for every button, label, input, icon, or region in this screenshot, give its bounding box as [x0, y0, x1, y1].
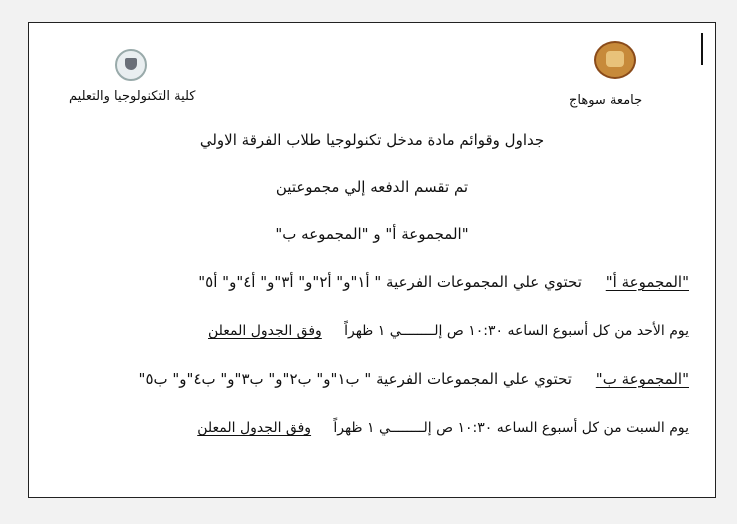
group-a-subgroups: تحتوي علي المجموعات الفرعية " أ١"و" أ٢"و" أ٣"و" أ٤"و" أ٥"	[198, 273, 582, 291]
college-logo	[115, 49, 147, 81]
document-page	[28, 22, 716, 498]
group-b-schedule-row	[197, 420, 689, 436]
university-name: جامعة سوهاج	[569, 93, 643, 108]
group-b-name: "المجموعة ب"	[595, 370, 689, 388]
group-a-schedule: يوم الأحد من كل أسبوع الساعه ١٠:٣٠ ص إلــــــــي ١ ظهراً	[344, 323, 689, 339]
group-b-note: وفق الجدول المعلن	[197, 420, 312, 436]
group-a-name: "المجموعة أ"	[605, 273, 689, 291]
group-a-schedule-row	[208, 323, 689, 339]
university-logo	[594, 41, 636, 79]
college-name: كلية التكنولوجيا والتعليم	[69, 89, 196, 104]
group-b-subgroups: تحتوي علي المجموعات الفرعية " ب١"و" ب٢"و" ب٣"و" ب٤"و" ب٥"	[138, 370, 572, 388]
groups-line: "المجموعة أ" و "المجموعه ب"	[275, 225, 469, 243]
text-cursor	[701, 33, 703, 65]
group-a-subgroups-row	[198, 273, 689, 291]
group-a-note: وفق الجدول المعلن	[208, 323, 322, 339]
document-subtitle: تم تقسم الدفعه إلي مجموعتين	[275, 178, 469, 196]
group-b-schedule: يوم السبت من كل أسبوع الساعه ١٠:٣٠ ص إلــــــــي ١ ظهراً	[333, 420, 689, 436]
group-b-subgroups-row	[139, 370, 689, 388]
document-title: جداول وقوائم مادة مدخل تكنولوجيا طلاب الفرقة الاولي	[199, 131, 545, 149]
